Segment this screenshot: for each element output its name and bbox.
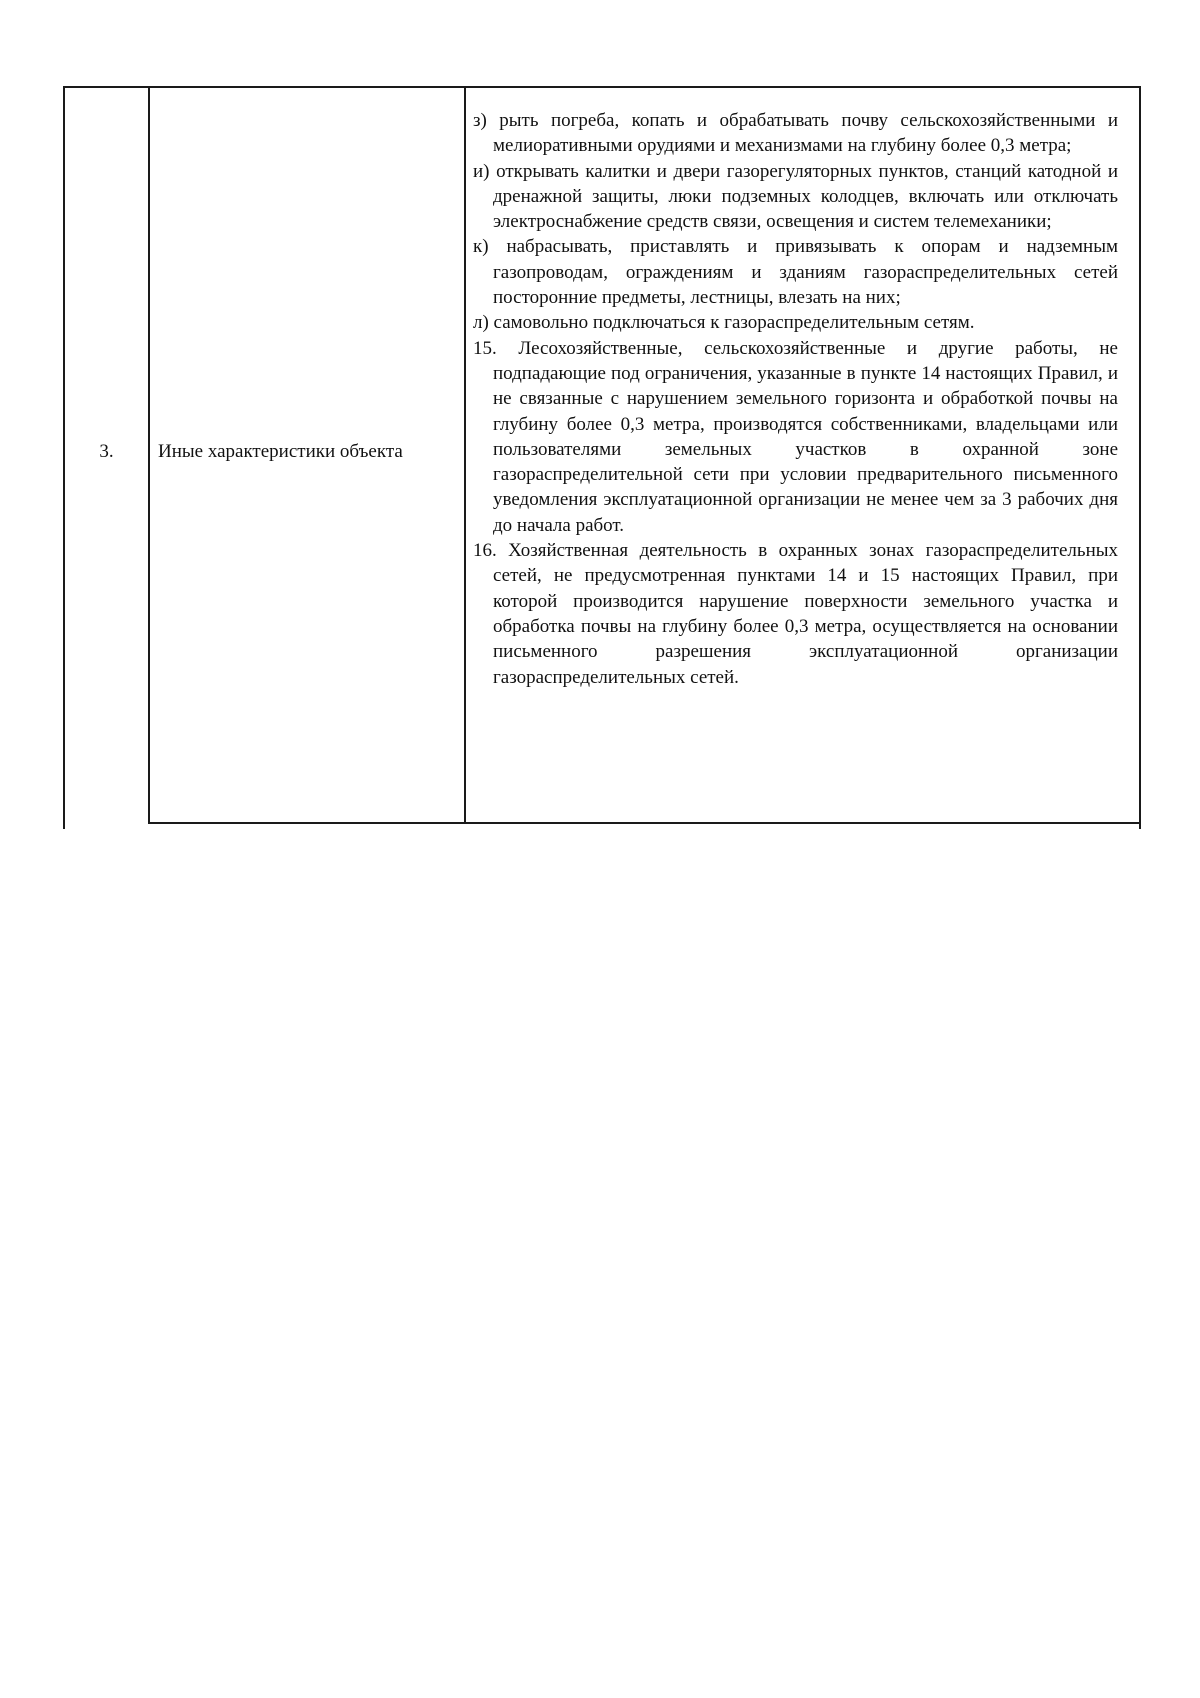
table-column-divider-1 (148, 86, 150, 823)
content-paragraph-15: 15. Лесохозяйственные, сельскохозяйственные и другие работы, не подпадающие под ограничения, указанные в пункте 14 настоящих Правил, и не связанные с нарушением земельного горизонта и обработкой почвы на глубину более 0,3 метра, производятся собственниками, владельцами или пользователями земельных участков в охранной зоне газораспределительной сети при условии предварительного письменного уведомления эксплуатационной организации не менее чем за 3 рабочих дня до начала работ. (473, 337, 1118, 536)
content-paragraph-l: л) самовольно подключаться к газораспределительным сетям. (473, 312, 975, 334)
content-paragraph-i: и) открывать калитки и двери газорегуляторных пунктов, станций катодной и дренажной защиты, люки подземных колодцев, включать или отключать электроснабжение средств связи, освещения и систем телемеханики; (473, 160, 1118, 233)
row-name-cell: Иные характеристики объекта (158, 441, 403, 462)
table-border-top (63, 86, 1141, 88)
row-number-cell: 3. (99, 441, 114, 462)
table-border-right (1139, 86, 1141, 829)
content-paragraph-k: к) набрасывать, приставлять и привязывать к опорам и надземным газопроводам, ограждениям и зданиям газораспределительных сетей посторонние предметы, лестницы, влезать на них; (473, 236, 1118, 309)
content-paragraph-z: з) рыть погреба, копать и обрабатывать почву сельскохозяйственными и мелиоративными орудиями и механизмами на глубину более 0,3 метра; (473, 110, 1118, 157)
table-border-bottom (148, 822, 1141, 824)
table-column-divider-2 (464, 86, 466, 823)
content-paragraph-16: 16. Хозяйственная деятельность в охранных зонах газораспределительных сетей, не предусмотренная пунктами 14 и 15 настоящих Правил, при которой производится нарушение поверхности земельного участка и обработка почвы на глубину более 0,3 метра, осуществляется на основании письменного разрешения эксплуатационной организации газораспределительных сетей. (473, 540, 1118, 688)
row-content-cell (473, 108, 1118, 690)
